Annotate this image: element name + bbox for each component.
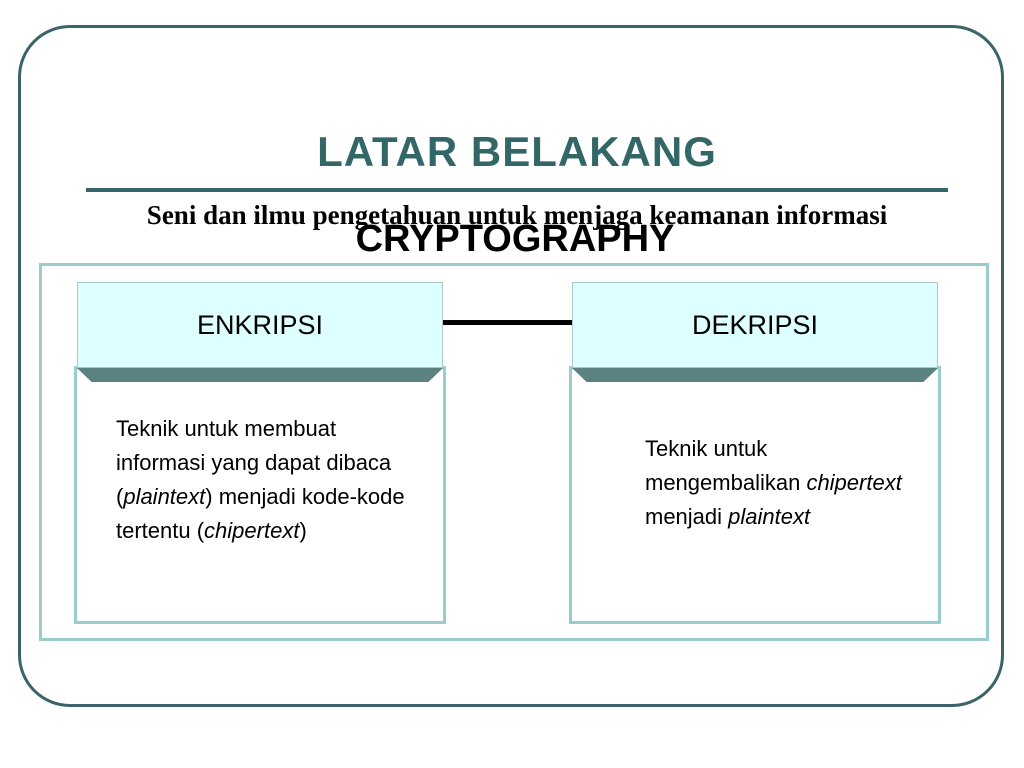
- enkripsi-desc-plaintext: plaintext: [123, 484, 206, 509]
- enkripsi-description: [116, 412, 416, 548]
- enkripsi-header: [77, 282, 443, 368]
- dekripsi-desc-chipertext: chipertext: [806, 470, 902, 495]
- connector-line: [443, 320, 572, 325]
- dekripsi-desc-text-1: Teknik untuk mengembalikan: [645, 436, 807, 495]
- title-underline: [86, 188, 948, 192]
- enkripsi-desc-chipertext: chipertext: [204, 518, 300, 543]
- enkripsi-desc-text-3: ): [299, 518, 307, 543]
- enkripsi-label: ENKRIPSI: [196, 309, 324, 340]
- dekripsi-header: [572, 282, 938, 368]
- dekripsi-description: [645, 432, 925, 534]
- subtitle: Seni dan ilmu pengetahuan untuk menjaga keamanan informasi: [146, 200, 888, 230]
- slide-title: LATAR BELAKANG: [317, 128, 717, 175]
- enkripsi-desc-text-1: Teknik untuk membuat informasi yang dapat dibaca (: [116, 416, 392, 509]
- enkripsi-desc-text-2: ) menjadi kode-kode tertentu (: [116, 484, 405, 543]
- dekripsi-header-bevel: [572, 368, 938, 382]
- dekripsi-label: DEKRIPSI: [691, 309, 819, 340]
- cryptography-heading: CRYPTOGRAPHY: [355, 218, 675, 260]
- dekripsi-desc-plaintext: plaintext: [728, 504, 811, 529]
- dekripsi-desc-text-2: menjadi: [645, 504, 729, 529]
- enkripsi-header-bevel: [77, 368, 443, 382]
